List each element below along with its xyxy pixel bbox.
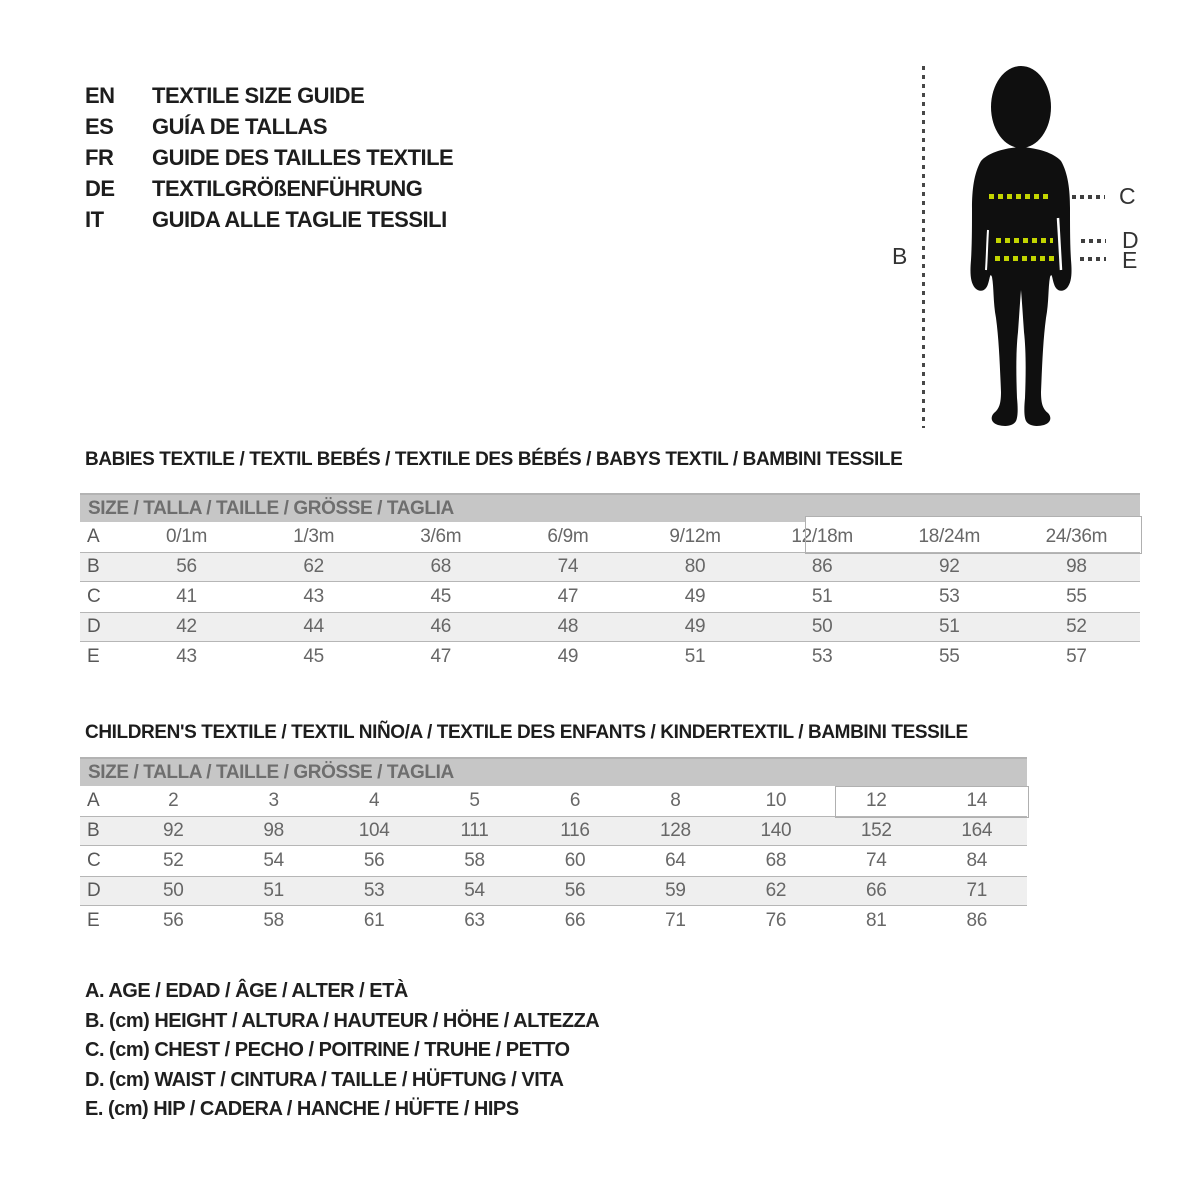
table-cell: 55 bbox=[1066, 586, 1087, 607]
language-title-block bbox=[85, 80, 453, 235]
table-cell: 66 bbox=[866, 880, 887, 901]
table-row bbox=[80, 846, 1027, 876]
table-cell: 64 bbox=[665, 850, 686, 871]
table-cell: 59 bbox=[665, 880, 686, 901]
table-row bbox=[80, 876, 1027, 906]
table-cell: 52 bbox=[162, 850, 184, 871]
row-label: B bbox=[87, 820, 100, 841]
waist-measure-line bbox=[996, 238, 1053, 243]
table-cell: 62 bbox=[765, 880, 787, 901]
table-cell: 4 bbox=[368, 790, 380, 811]
table-row bbox=[80, 612, 1140, 642]
table-cell: 51 bbox=[263, 880, 284, 901]
language-row bbox=[85, 142, 453, 173]
language-row bbox=[85, 111, 453, 142]
hip-measure-line bbox=[995, 256, 1057, 261]
table-cell: 0/1m bbox=[166, 526, 208, 547]
size-header-bar: SIZE / TALLA / TAILLE / GRÖSSE / TAGLIA bbox=[80, 493, 1140, 522]
table-cell: 116 bbox=[560, 820, 590, 841]
table-cell: 92 bbox=[939, 556, 960, 577]
chest-measure-line bbox=[989, 194, 1051, 199]
table-cell: 46 bbox=[430, 616, 452, 637]
table-cell: 68 bbox=[765, 850, 787, 871]
row-label: B bbox=[87, 556, 100, 577]
language-code: EN bbox=[85, 82, 115, 108]
language-row bbox=[85, 204, 453, 235]
table-cell: 92 bbox=[162, 820, 184, 841]
table-cell: 53 bbox=[939, 586, 960, 607]
language-row bbox=[85, 173, 453, 204]
table-cell: 49 bbox=[557, 646, 579, 667]
table-cell: 45 bbox=[303, 646, 324, 667]
language-code: ES bbox=[85, 113, 114, 139]
table-cell: 104 bbox=[358, 820, 390, 841]
table-cell: 6/9m bbox=[547, 526, 589, 547]
table-cell: 49 bbox=[684, 586, 706, 607]
table-cell: 80 bbox=[684, 556, 706, 577]
table-cell: 6 bbox=[569, 790, 581, 811]
table-cell: 164 bbox=[961, 820, 993, 841]
table-cell: 49 bbox=[684, 616, 706, 637]
table-cell: 45 bbox=[430, 586, 452, 607]
table-cell: 53 bbox=[811, 646, 833, 667]
table-cell: 128 bbox=[660, 820, 691, 841]
table-cell: 12 bbox=[866, 790, 887, 811]
table-cell: 86 bbox=[811, 556, 833, 577]
row-label: C bbox=[87, 850, 101, 871]
table-cell: 53 bbox=[363, 880, 385, 901]
table-cell: 98 bbox=[263, 820, 284, 841]
table-cell: 58 bbox=[263, 910, 284, 931]
row-label: A bbox=[87, 790, 100, 811]
table-cell: 56 bbox=[363, 850, 385, 871]
table-row bbox=[80, 642, 1140, 672]
chest-leader-line bbox=[1072, 195, 1105, 199]
row-label: E bbox=[87, 646, 100, 667]
table-cell: 50 bbox=[811, 616, 833, 637]
table-cell: 66 bbox=[564, 910, 586, 931]
table-cell: 9/12m bbox=[669, 526, 721, 547]
table-cell: 50 bbox=[162, 880, 184, 901]
table-cell: 10 bbox=[765, 790, 787, 811]
table-cell: 44 bbox=[303, 616, 324, 637]
waist-label: D bbox=[1122, 227, 1139, 253]
language-code: IT bbox=[85, 206, 104, 232]
legend-item-chest: C. (cm) CHEST / PECHO / POITRINE / TRUHE / PETTO bbox=[85, 1039, 570, 1062]
waist-leader-line bbox=[1081, 239, 1106, 243]
table-cell: 48 bbox=[557, 616, 579, 637]
child-silhouette-figure bbox=[880, 50, 1145, 450]
table-cell: 152 bbox=[860, 820, 892, 841]
table-cell: 71 bbox=[665, 910, 686, 931]
table-cell: 61 bbox=[363, 910, 385, 931]
row-label: A bbox=[87, 526, 100, 547]
table-cell: 41 bbox=[176, 586, 197, 607]
table-cell: 52 bbox=[1066, 616, 1087, 637]
table-cell: 1/3m bbox=[293, 526, 335, 547]
legend-item-height: B. (cm) HEIGHT / ALTURA / HAUTEUR / HÖHE / ALTEZZA bbox=[85, 1009, 600, 1032]
table-cell: 14 bbox=[966, 790, 987, 811]
measurement-legend bbox=[85, 977, 599, 1125]
table-row bbox=[80, 816, 1027, 846]
table-cell: 56 bbox=[176, 556, 197, 577]
children-size-table bbox=[80, 757, 1027, 936]
legend-item-hip: E. (cm) HIP / CADERA / HANCHE / HÜFTE / HIPS bbox=[85, 1098, 519, 1121]
table-cell: 98 bbox=[1066, 556, 1087, 577]
table-cell: 68 bbox=[430, 556, 452, 577]
legend-item-age: A. AGE / EDAD / ÂGE / ALTER / ETÀ bbox=[85, 980, 408, 1003]
row-label: E bbox=[87, 910, 100, 931]
babies-selected-size-box bbox=[805, 516, 1142, 554]
table-cell: 58 bbox=[464, 850, 485, 871]
table-cell: 84 bbox=[966, 850, 987, 871]
table-row bbox=[80, 906, 1027, 936]
table-cell: 60 bbox=[564, 850, 586, 871]
table-cell: 3/6m bbox=[420, 526, 462, 547]
table-cell: 71 bbox=[966, 880, 987, 901]
table-cell: 54 bbox=[263, 850, 284, 871]
table-cell: 62 bbox=[303, 556, 324, 577]
table-cell: 43 bbox=[303, 586, 324, 607]
table-cell: 51 bbox=[811, 586, 833, 607]
guide-title: TEXTILGRÖßENFÜHRUNG bbox=[152, 175, 423, 201]
guide-title: GUIDE DES TAILLES TEXTILE bbox=[152, 144, 454, 170]
table-cell: 81 bbox=[866, 910, 887, 931]
guide-title: GUÍA DE TALLAS bbox=[152, 113, 328, 139]
table-cell: 18/24m bbox=[918, 526, 981, 547]
table-cell: 74 bbox=[866, 850, 887, 871]
table-cell: 3 bbox=[268, 790, 279, 811]
table-cell: 140 bbox=[760, 820, 792, 841]
row-label: D bbox=[87, 616, 101, 637]
table-cell: 76 bbox=[765, 910, 787, 931]
table-cell: 54 bbox=[464, 880, 485, 901]
table-cell: 42 bbox=[176, 616, 197, 637]
language-code: FR bbox=[85, 144, 114, 170]
table-cell: 47 bbox=[430, 646, 452, 667]
table-cell: 86 bbox=[966, 910, 987, 931]
chest-label: C bbox=[1119, 183, 1136, 209]
table-row bbox=[80, 582, 1140, 612]
guide-title: GUIDA ALLE TAGLIE TESSILI bbox=[152, 206, 447, 232]
guide-title: TEXTILE SIZE GUIDE bbox=[152, 82, 365, 108]
legend-item-waist: D. (cm) WAIST / CINTURA / TAILLE / HÜFTUNG / VITA bbox=[85, 1068, 564, 1091]
table-cell: 2 bbox=[168, 790, 179, 811]
table-cell: 12/18m bbox=[791, 526, 853, 547]
table-cell: 51 bbox=[684, 646, 706, 667]
table-cell: 74 bbox=[557, 556, 579, 577]
hip-leader-line bbox=[1080, 257, 1106, 261]
table-cell: 24/36m bbox=[1045, 526, 1108, 547]
table-cell: 55 bbox=[939, 646, 960, 667]
height-label: B bbox=[892, 243, 907, 269]
table-cell: 57 bbox=[1066, 646, 1087, 667]
language-row bbox=[85, 80, 453, 111]
table-cell: 63 bbox=[464, 910, 485, 931]
table-cell: 56 bbox=[162, 910, 184, 931]
table-cell: 56 bbox=[564, 880, 586, 901]
babies-section-title: BABIES TEXTILE / TEXTIL BEBÉS / TEXTILE DES BÉBÉS / BABYS TEXTIL / BAMBINI TESSILE bbox=[85, 449, 903, 470]
row-label: D bbox=[87, 880, 101, 901]
row-label: C bbox=[87, 586, 101, 607]
size-header-bar: SIZE / TALLA / TAILLE / GRÖSSE / TAGLIA bbox=[80, 757, 1027, 786]
children-selected-size-box bbox=[835, 786, 1029, 818]
height-measure-line bbox=[922, 66, 925, 428]
hip-label: E bbox=[1122, 247, 1137, 273]
children-section-title: CHILDREN'S TEXTILE / TEXTIL NIÑO/A / TEXTILE DES ENFANTS / KINDERTEXTIL / BAMBINI TESSILE bbox=[85, 722, 968, 743]
table-cell: 51 bbox=[939, 616, 960, 637]
table-cell: 111 bbox=[460, 820, 489, 841]
table-cell: 8 bbox=[670, 790, 681, 811]
table-cell: 5 bbox=[469, 790, 480, 811]
table-cell: 47 bbox=[557, 586, 579, 607]
table-row bbox=[80, 552, 1140, 582]
table-cell: 43 bbox=[176, 646, 197, 667]
language-code: DE bbox=[85, 175, 115, 201]
